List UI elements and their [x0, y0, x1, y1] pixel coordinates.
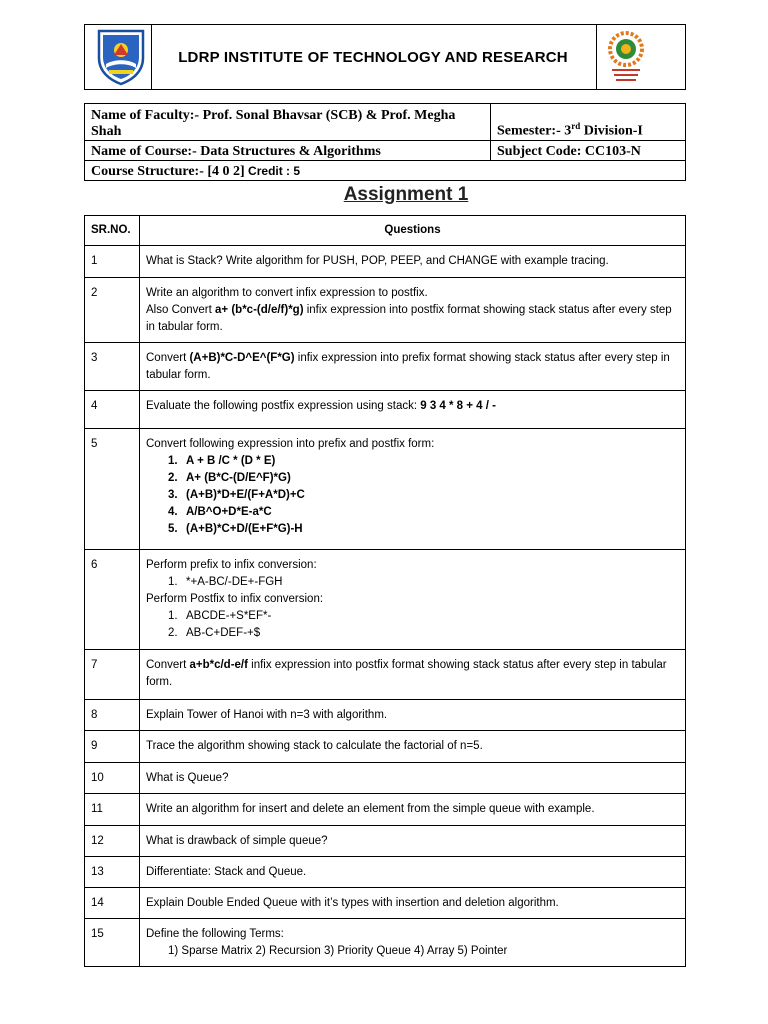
faculty-name: Name of Faculty:- Prof. Sonal Bhavsar (SCB) & Prof. Megha Shah [85, 104, 491, 141]
row-number: 15 [85, 919, 140, 967]
question-text: Explain Double Ended Queue with it’s types with insertion and deletion algorithm. [140, 888, 686, 919]
question-text: Convert a+b*c/d-e/f infix expression into postfix format showing stack status after every step in tabular form. [140, 650, 686, 700]
question-text: Trace the algorithm showing stack to calculate the factorial of n=5. [140, 731, 686, 763]
list-item: 5. (A+B)*C+D/(E+F*G)-H [168, 523, 303, 535]
assignment-title: Assignment 1 [343, 184, 469, 205]
table-row [85, 763, 686, 794]
row-number: 3 [85, 343, 140, 391]
row-number: 5 [85, 429, 140, 550]
table-row [85, 888, 686, 919]
institute-name: LDRP INSTITUTE OF TECHNOLOGY AND RESEARCH [178, 48, 568, 66]
row-number: 14 [85, 888, 140, 919]
question-text: Evaluate the following postfix expression using stack: 9 3 4 * 8 + 4 / - [140, 391, 686, 429]
header-divider [596, 25, 597, 89]
question-text: Define the following Terms: 1) Sparse Matrix 2) Recursion 3) Priority Queue 4) Array 5) Pointer [140, 919, 686, 967]
table-row [85, 857, 686, 888]
table-row [85, 700, 686, 731]
questions-table [84, 215, 686, 967]
question-text: Perform prefix to infix conversion: 1. *+A-BC/-DE+-FGH Perform Postfix to infix conversion: 1. ABCDE-+S*EF*- 2. AB-C+DEF-+$ [140, 550, 686, 650]
list-item: 2. AB-C+DEF-+$ [168, 627, 261, 639]
table-row [85, 919, 686, 967]
conversion-list [146, 574, 679, 591]
conversion-list [146, 608, 679, 642]
row-number: 7 [85, 650, 140, 700]
course-structure: Course Structure:- [4 0 2] Credit : 5 [85, 161, 686, 181]
row-number: 6 [85, 550, 140, 650]
header-box [84, 24, 686, 90]
table-row [85, 794, 686, 826]
row-number: 13 [85, 857, 140, 888]
row-number: 4 [85, 391, 140, 429]
list-item: 2. A+ (B*C-(D/E^F)*G) [168, 472, 291, 484]
subject-code: Subject Code: CC103-N [491, 141, 686, 161]
question-text: Explain Tower of Hanoi with n=3 with algorithm. [140, 700, 686, 731]
question-text: Write an algorithm for insert and delete an element from the simple queue with example. [140, 794, 686, 826]
table-row [85, 731, 686, 763]
row-number: 9 [85, 731, 140, 763]
question-text: What is Queue? [140, 763, 686, 794]
table-row [85, 550, 686, 650]
table-row [85, 650, 686, 700]
expression-list [146, 453, 679, 538]
table-header [85, 216, 686, 246]
question-text: What is drawback of simple queue? [140, 826, 686, 857]
course-info-table [84, 103, 686, 181]
row-number: 1 [85, 246, 140, 278]
list-item: 1. *+A-BC/-DE+-FGH [168, 576, 283, 588]
row-number: 2 [85, 278, 140, 343]
question-text: Convert (A+B)*C-D^E^(F*G) infix expression into prefix format showing stack status after every step in tabular form. [140, 343, 686, 391]
row-number: 12 [85, 826, 140, 857]
sr-no-header: SR.NO. [85, 216, 140, 246]
question-text: Write an algorithm to convert infix expression to postfix. Also Convert a+ (b*c-(d/e/f)*g) infix expression into postfix format showing stack status after every step in tabular form. [140, 278, 686, 343]
table-row [85, 826, 686, 857]
semester-info: Semester:- 3rd Division-I [491, 104, 686, 141]
question-text: Convert following expression into prefix and postfix form: 1. A + B /C * (D * E) 2. A+ (B*C-(D/E^F)*G) 3. (A+B)*D+E/(F+A*D)+C 4. A/B^O+D*E-a*C 5. (A+B)*C+D/(E+F*G)-H [140, 429, 686, 550]
course-name: Name of Course:- Data Structures & Algorithms [85, 141, 491, 161]
table-row [85, 278, 686, 343]
list-item: 1. ABCDE-+S*EF*- [168, 610, 272, 622]
emblem-logo-icon [606, 29, 646, 85]
question-text: Differentiate: Stack and Queue. [140, 857, 686, 888]
table-row [85, 391, 686, 429]
row-number: 8 [85, 700, 140, 731]
list-item: 3. (A+B)*D+E/(F+A*D)+C [168, 489, 305, 501]
row-number: 10 [85, 763, 140, 794]
question-text: What is Stack? Write algorithm for PUSH, POP, PEEP, and CHANGE with example tracing. [140, 246, 686, 278]
row-number: 11 [85, 794, 140, 826]
table-row [85, 429, 686, 550]
list-item: 4. A/B^O+D*E-a*C [168, 506, 272, 518]
list-item: 1. A + B /C * (D * E) [168, 455, 276, 467]
questions-header: Questions [140, 216, 686, 246]
table-row [85, 246, 686, 278]
table-row [85, 343, 686, 391]
shield-logo-icon [96, 28, 146, 86]
